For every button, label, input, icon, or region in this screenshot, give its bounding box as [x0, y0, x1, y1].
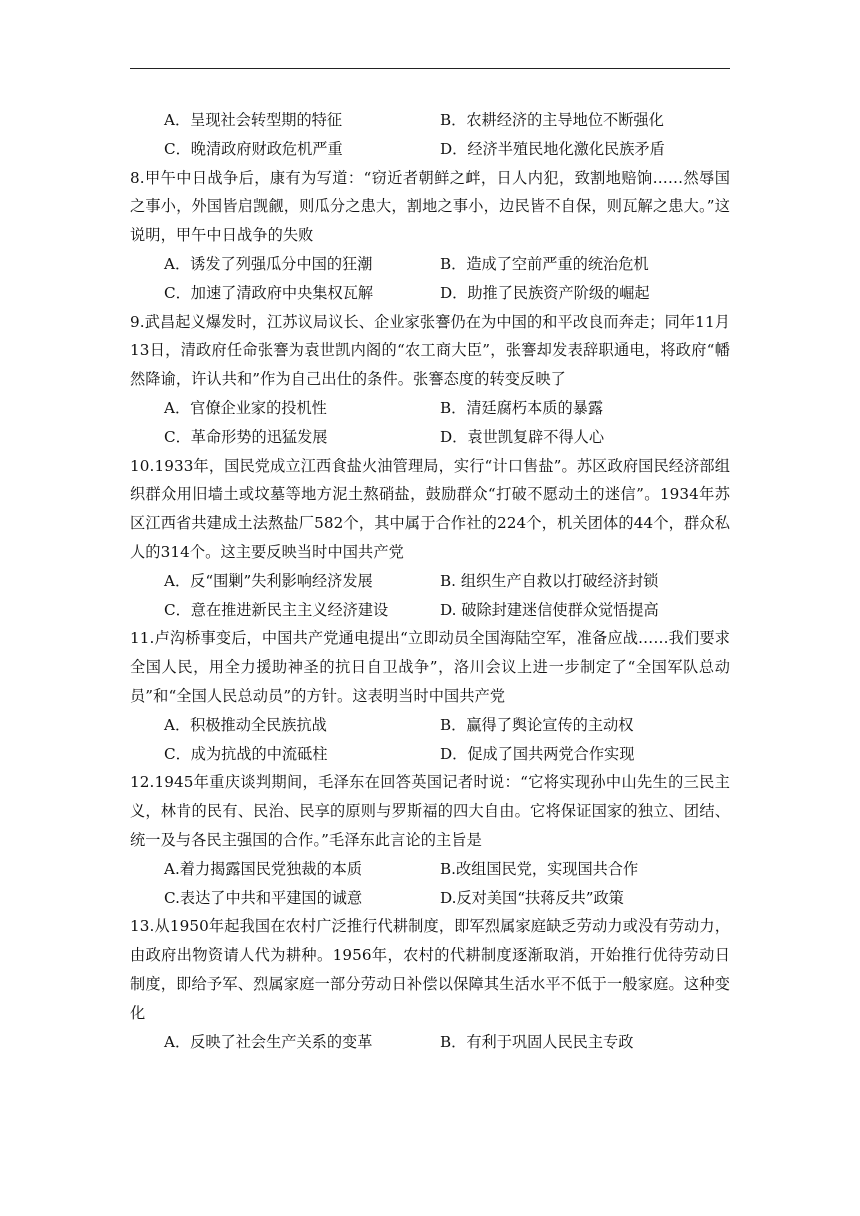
answer-option: D.反对美国“扶蒋反共”政策 — [440, 888, 624, 907]
option-row — [130, 135, 730, 164]
option-row — [130, 423, 730, 452]
option-row — [130, 567, 730, 596]
question-block — [130, 106, 730, 164]
answer-option: D. 破除封建迷信使群众觉悟提高 — [440, 600, 659, 619]
answer-option: D．助推了民族资产阶级的崛起 — [440, 283, 650, 302]
answer-option: A．诱发了列强瓜分中国的狂潮 — [164, 254, 373, 273]
question-block — [130, 452, 730, 625]
option-row — [130, 711, 730, 740]
header-rule — [130, 68, 730, 69]
answer-option: A．反“围剿”失利影响经济发展 — [164, 571, 373, 590]
option-row — [130, 855, 730, 884]
option-row — [130, 250, 730, 279]
answer-option: B．造成了空前严重的统治危机 — [440, 254, 649, 273]
answer-option: D．袁世凯复辟不得人心 — [440, 427, 605, 446]
question-stem: 10.1933年，国民党成立江西食盐火油管理局，实行“计口售盐”。苏区政府国民经济部组织群众用旧墙土或坟墓等地方泥土熬硝盐，鼓励群众“打破不愿动土的迷信”。1934年苏区江西省共建成土法熬盐厂582个，其中属于合作社的224个，机关团体的44个，群众私人的314个。这主要反映当时中国共产党 — [130, 456, 730, 561]
answer-option: A.着力揭露国民党独裁的本质 — [164, 859, 363, 878]
option-row — [130, 884, 730, 913]
option-row — [130, 106, 730, 135]
question-stem: 11.卢沟桥事变后，中国共产党通电提出“立即动员全国海陆空军，准备应战……我们要求全国人民，用全力援助神圣的抗日自卫战争”，洛川会议上进一步制定了“全国军队总动员”和“全国人民总动员”的方针。这表明当时中国共产党 — [130, 629, 730, 705]
option-row — [130, 394, 730, 423]
answer-option: D．促成了国共两党合作实现 — [440, 744, 635, 763]
answer-option: A．积极推动全民族抗战 — [164, 715, 327, 734]
answer-option: A．官僚企业家的投机性 — [164, 398, 327, 417]
answer-option: C．成为抗战的中流砥柱 — [164, 744, 328, 763]
answer-option: D．经济半殖民地化激化民族矛盾 — [440, 139, 665, 158]
option-row — [130, 596, 730, 625]
question-block — [130, 624, 730, 768]
option-row — [130, 279, 730, 308]
answer-option: C.表达了中共和平建国的诚意 — [164, 888, 363, 907]
answer-option: A．反映了社会生产关系的变革 — [164, 1032, 373, 1051]
answer-option: B．有利于巩固人民民主专政 — [440, 1032, 634, 1051]
question-stem: 12.1945年重庆谈判期间，毛泽东在回答英国记者时说：“它将实现孙中山先生的三民主义，林肯的民有、民治、民享的原则与罗斯福的四大自由。它将保证国家的独立、团结、统一及与各民主强国的合作。”毛泽东此言论的主旨是 — [130, 773, 730, 849]
answer-option: C．革命形势的迅猛发展 — [164, 427, 328, 446]
question-stem: 8.甲午中日战争后，康有为写道：“窃近者朝鲜之衅，日人内犯，致割地赔饷……然辱国之事小，外国皆启觊觎，则瓜分之患大，割地之事小，边民皆不自保，则瓦解之患大。”这说明，甲午中日战争的失败 — [130, 168, 730, 245]
answer-option: B.改组国民党，实现国共合作 — [440, 859, 639, 878]
question-block — [130, 768, 730, 912]
answer-option: B．清廷腐朽本质的暴露 — [440, 398, 604, 417]
question-block — [130, 912, 730, 1056]
question-stem: 13.从1950年起我国在农村广泛推行代耕制度，即军烈属家庭缺乏劳动力或没有劳动力，由政府出物资请人代为耕种。1956年，农村的代耕制度逐渐取消，开始推行优待劳动日制度，即给予军、烈属家庭一部分劳动日补偿以保障其生活水平不低于一般家庭。这种变化 — [130, 917, 730, 1022]
answer-option: C．晚清政府财政危机严重 — [164, 139, 343, 158]
option-row — [130, 1028, 730, 1057]
question-block — [130, 308, 730, 452]
question-stem: 9.武昌起义爆发时，江苏议局议长、企业家张謇仍在为中国的和平改良而奔走；同年11月13日，清政府任命张謇为袁世凯内阁的“农工商大臣”，张謇却发表辞职通电，将政府“幡然降谕，许认共和”作为自己出仕的条件。张謇态度的转变反映了 — [130, 312, 730, 389]
answer-option: B．农耕经济的主导地位不断强化 — [440, 111, 664, 129]
question-block — [130, 164, 730, 308]
answer-option: A．呈现社会转型期的特征 — [164, 111, 343, 129]
answer-option: B．赢得了舆论宣传的主动权 — [440, 715, 634, 734]
answer-option: B. 组织生产自救以打破经济封锁 — [440, 571, 659, 590]
exam-page-body — [130, 106, 730, 1056]
answer-option: C．加速了清政府中央集权瓦解 — [164, 283, 374, 302]
option-row — [130, 740, 730, 769]
answer-option: C．意在推进新民主主义经济建设 — [164, 600, 389, 619]
